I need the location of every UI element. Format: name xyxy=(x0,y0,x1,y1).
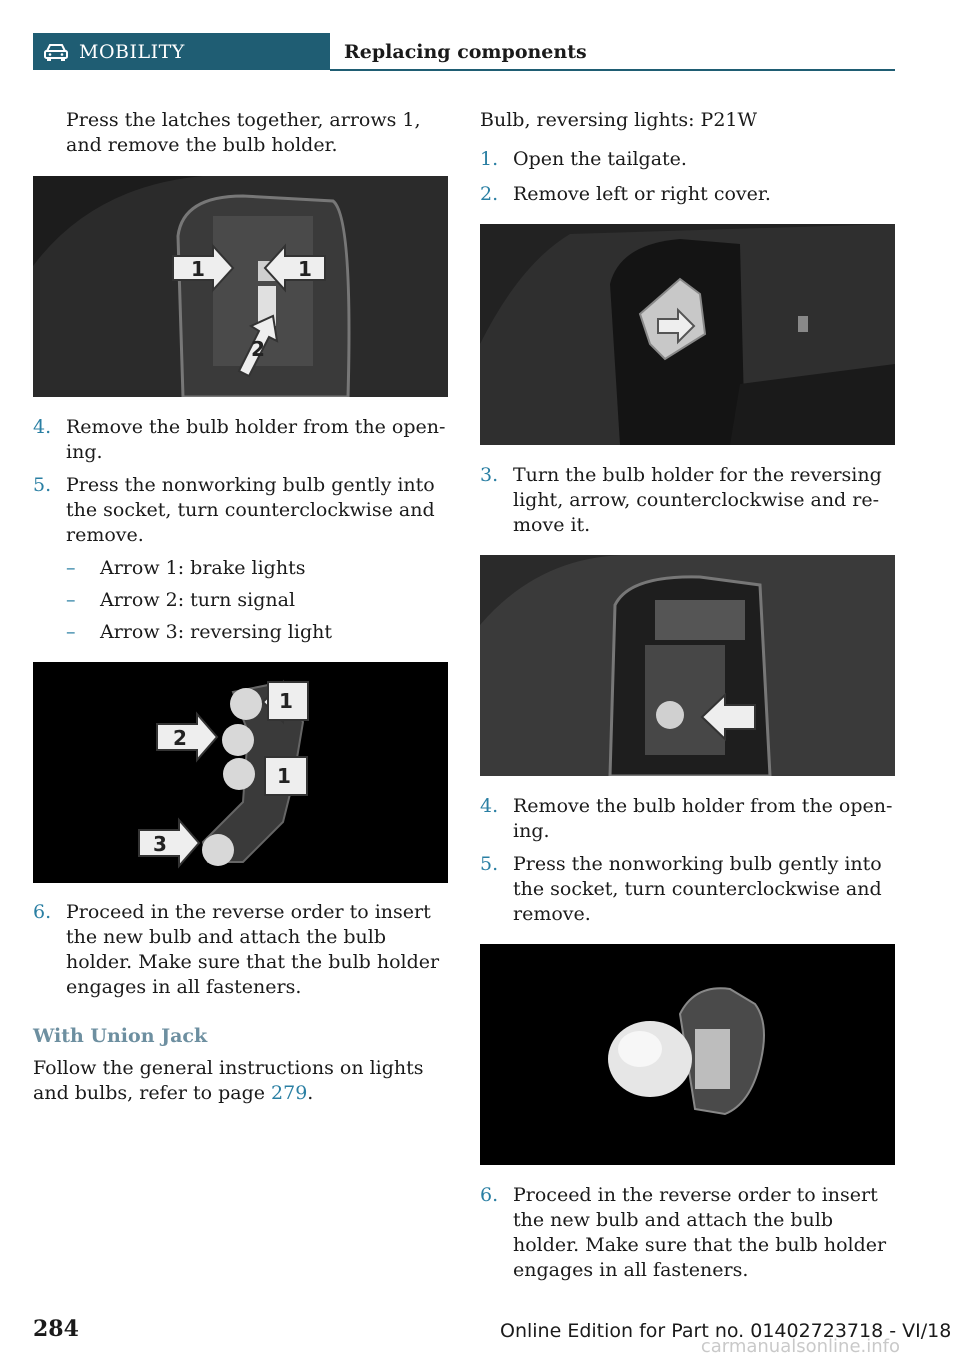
fig2-label-1a: 1 xyxy=(279,689,293,713)
fig1-label-1b: 1 xyxy=(298,257,312,281)
step-5: 5. Press the nonworking bulb gently into the socket, turn counterclockwise and remove. xyxy=(33,474,435,546)
chapter-title: Replacing components xyxy=(344,40,587,63)
figure-reversing-holder xyxy=(480,555,895,776)
page-header xyxy=(33,33,895,71)
figure-cover xyxy=(480,224,895,445)
figure-bulb-positions xyxy=(33,662,448,883)
r-step-3: 3. Turn the bulb holder for the reversing light, arrow, counterclockwise and re-move it. xyxy=(480,464,882,536)
figure-p21w-bulb xyxy=(480,944,895,1165)
sub-brake-lights: – Arrow 1: brake lights xyxy=(66,557,306,579)
header-rule xyxy=(330,69,895,71)
watermark: carmanualsonline.info xyxy=(700,1336,900,1357)
r-step-4: 4. Remove the bulb holder from the open-ing. xyxy=(480,795,893,842)
page-number: 284 xyxy=(33,1316,79,1342)
figure-latches xyxy=(33,176,448,397)
general-instructions: Follow the general instructions on lights and bulbs, refer to page 279. xyxy=(33,1057,424,1104)
fig1-label-1a: 1 xyxy=(191,257,205,281)
section-heading: With Union Jack xyxy=(33,1025,208,1047)
fig2-label-3: 3 xyxy=(153,832,167,856)
fig1-label-2: 2 xyxy=(251,337,265,361)
section-title: MOBILITY xyxy=(79,40,185,63)
section-tab xyxy=(33,33,330,70)
bulb-title: Bulb, reversing lights: P21W xyxy=(480,109,758,131)
right-column xyxy=(480,108,895,1283)
car-icon xyxy=(43,42,69,62)
step-4: 4. Remove the bulb holder from the open-ing. xyxy=(33,416,446,463)
r-step-1: 1. Open the tailgate. xyxy=(480,148,687,170)
r-step-5: 5. Press the nonworking bulb gently into the socket, turn counterclockwise and remove. xyxy=(480,853,882,925)
fig2-label-1b: 1 xyxy=(277,764,291,788)
r-step-6: 6. Proceed in the reverse order to insert the new bulb and attach the bulb holder. Make sure that the bulb holder engages in all fasteners. xyxy=(480,1184,887,1281)
r-step-2: 2. Remove left or right cover. xyxy=(480,183,771,205)
fig2-label-2: 2 xyxy=(173,726,187,750)
intro-text: Press the latches together, arrows 1, and remove the bulb holder. xyxy=(66,109,421,156)
sub-reversing-light: – Arrow 3: reversing light xyxy=(66,621,332,643)
sub-turn-signal: – Arrow 2: turn signal xyxy=(66,589,296,611)
step-6: 6. Proceed in the reverse order to insert the new bulb and attach the bulb holder. Make sure that the bulb holder engages in all fasteners. xyxy=(33,901,440,998)
edition-note: Online Edition for Part no. 01402723718 - VI/18 xyxy=(500,1320,952,1342)
page-link[interactable]: 279 xyxy=(271,1082,308,1104)
left-column xyxy=(33,108,448,1106)
